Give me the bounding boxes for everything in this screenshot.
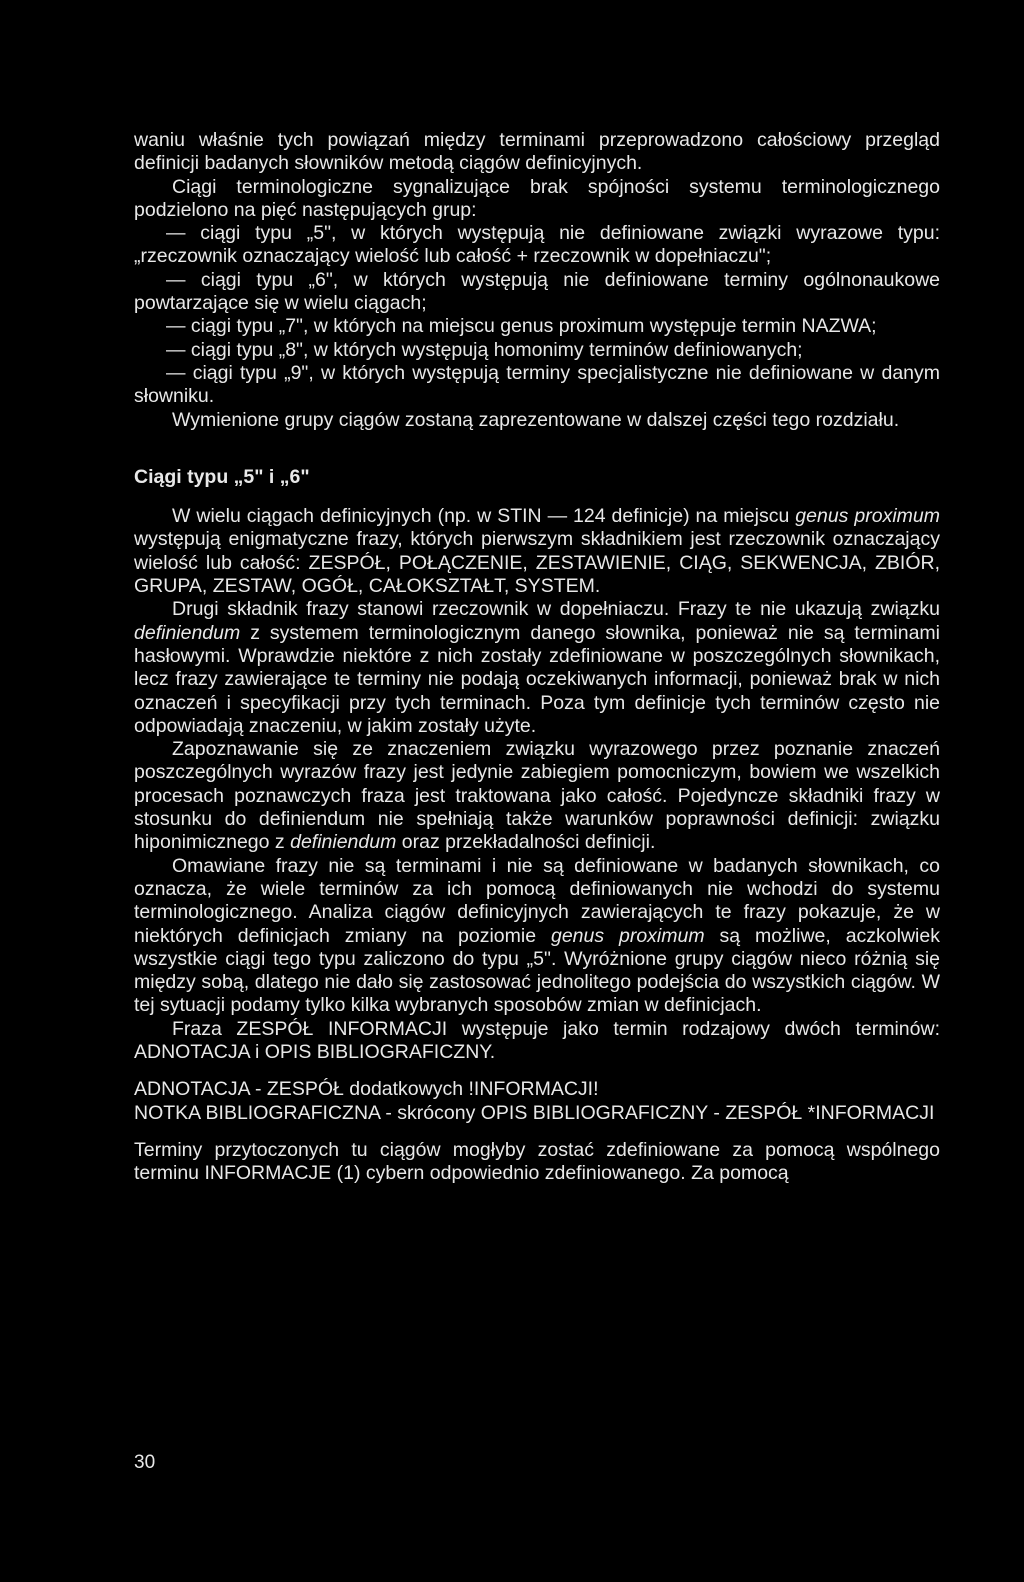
italic-term: definiendum <box>290 831 397 854</box>
text-run: Terminy przytoczonych tu ciągów mogłyby zostać zdefiniowane za pomocą wspólnego terminu INFORMACJE (1) cybern odpowiednio zdefiniowanego. Za pomocą <box>134 1138 940 1185</box>
paragraph: — ciągi typu „5", w których występują nie definiowane związki wyrazowe typu: „rzeczownik oznaczający wielość lub całość + rzeczownik w dopełniaczu"; <box>134 222 940 268</box>
paragraph <box>134 855 940 1018</box>
paragraph <box>134 1078 940 1101</box>
page-number: 30 <box>134 1452 156 1473</box>
text-run: występują enigmatyczne frazy, których pierwszym składnikiem jest rzeczownik oznaczający wielość lub całość: ZESPÓŁ, POŁĄCZENIE, ZESTAWIENIE, CIĄG, SEKWENCJA, ZBIÓR, GRUPA, ZESTAW, OGÓŁ, CAŁOKSZTAŁT, SYSTEM. <box>134 528 940 598</box>
paragraph: waniu właśnie tych powiązań między terminami przeprowadzono całościowy przegląd definicji badanych słowników metodą ciągów definicyjnych. <box>134 129 940 175</box>
text-run: z systemem terminologicznym danego słownika, ponieważ nie są terminami hasłowymi. Wprawdzie niektóre z nich zostały zdefiniowane w poszczególnych słownikach, lecz frazy zawierające te terminy nie podają oczekiwanych informacji, ponieważ brak w nich oznaczeń i specyfikacji przy tych terminach. Poza tym definicje tych terminów często nie odpowiadają znaczeniu, w jakim zostały użyte. <box>134 621 940 737</box>
paragraph <box>134 505 940 598</box>
section-heading: Ciągi typu „5" i „6" <box>134 465 310 488</box>
paragraph: Wymienione grupy ciągów zostaną zaprezentowane w dalszej części tego rozdziału. <box>172 408 900 431</box>
text-run: Drugi składnik frazy stanowi rzeczownik w dopełniaczu. Frazy te nie ukazują związku <box>172 598 940 621</box>
italic-term: genus proximum <box>550 924 705 947</box>
paragraph <box>134 1139 940 1186</box>
text-run: są możliwe, aczkolwiek wszystkie ciągi tego typu zaliczono do typu „5". Wyróżnione grupy ciągów nieco różnią się między sobą, dlatego nie dało się zastosować jednolitego podejścia do wszystkich ciągów. W tej sytuacji podamy tylko kilka wybranych sposobów zmian w definicjach. <box>134 924 940 1017</box>
text-run: NOTKA BIBLIOGRAFICZNA - skrócony OPIS BIBLIOGRAFICZNY - ZESPÓŁ *INFORMACJI <box>134 1101 935 1124</box>
italic-term: genus proximum <box>795 505 940 528</box>
text-run: Fraza ZESPÓŁ INFORMACJI występuje jako termin rodzajowy dwóch terminów: ADNOTACJA i OPIS BIBLIOGRAFICZNY. <box>134 1017 940 1063</box>
paragraph: — ciągi typu „6", w których występują nie definiowane terminy ogólnonaukowe powtarzające się w wielu ciągach; <box>134 268 940 315</box>
paragraph <box>134 598 940 738</box>
paragraph: — ciągi typu „9", w których występują terminy specjalistyczne nie definiowane w danym słowniku. <box>134 361 940 408</box>
document-page <box>134 129 940 1185</box>
paragraph <box>134 738 940 854</box>
intro-paragraphs <box>134 129 940 432</box>
section-paragraphs <box>134 505 940 1185</box>
text-run: Zapoznawanie się ze znaczeniem związku wyrazowego przez poznanie znaczeń poszczególnych wyrazów frazy jest jedynie zabiegiem pomocniczym, bowiem we wszelkich procesach poznawczych fraza jest traktowana jako całość. Pojedyncze składniki frazy w stosunku do definiendum nie spełniają także warunków poprawności definicji: związku hiponimicznego z <box>134 738 940 854</box>
paragraph: Ciągi terminologiczne sygnalizujące brak spójności systemu terminologicznego podzielono na pięć następujących grup: <box>134 175 940 221</box>
paragraph: — ciągi typu „7", w których na miejscu genus proximum występuje termin NAZWA; <box>166 315 877 338</box>
italic-term: definiendum <box>134 621 241 644</box>
text-run: Omawiane frazy nie są terminami i nie są definiowane w badanych słownikach, co oznacza, że wiele terminów za ich pomocą definiowanych nie wchodzi do systemu terminologicznego. Analiza ciągów definicyjnych zawierających te frazy pokazuje, że w niektórych definicjach zmiany na poziomie <box>134 854 940 947</box>
text-run: oraz przekładalności definicji. <box>396 831 656 854</box>
paragraph <box>134 1102 940 1125</box>
paragraph: — ciągi typu „8", w których występują homonimy terminów definiowanych; <box>166 338 803 361</box>
paragraph <box>134 1018 940 1065</box>
text-run: W wielu ciągach definicyjnych (np. w STIN — 124 definicje) na miejscu <box>172 505 796 528</box>
text-run: ADNOTACJA - ZESPÓŁ dodatkowych !INFORMACJI! <box>134 1078 599 1101</box>
